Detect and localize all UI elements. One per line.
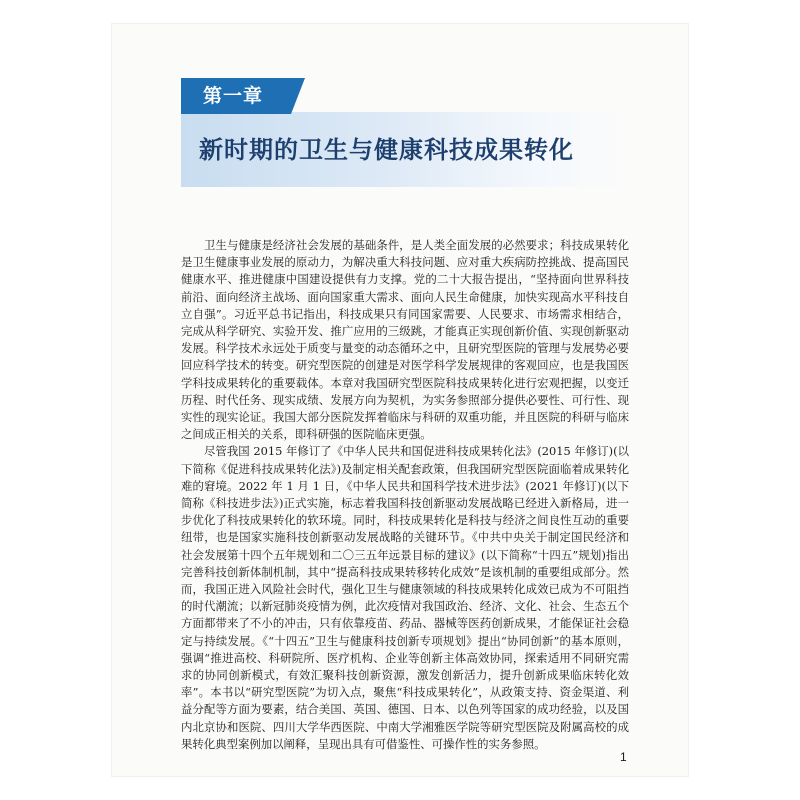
body-text	[181, 237, 629, 753]
paragraph: 卫生与健康是经济社会发展的基础条件，是人类全面发展的必然要求；科技成果转化是卫生健康事业发展的原动力，为解决重大科技问题、应对重大疾病防控挑战、提高国民健康水平、推进健康中国建设提供有力支撑。党的二十大报告提出，“坚持面向世界科技前沿、面向经济主战场、面向国家重大需求、面向人民生命健康，加快实现高水平科技自立自强”。习近平总书记指出，科技成果只有同国家需要、人民要求、市场需求相结合，完成从科学研究、实验开发、推广应用的三级跳，才能真正实现创新价值、实现创新驱动发展。科学技术永远处于质变与量变的动态循环之中，且研究型医院的管理与发展势必要回应科学技术的转变。研究型医院的创建是对医学科学发展规律的客观回应，也是我国医学科技成果转化的重要载体。本章对我国研究型医院科技成果转化进行宏观把握，以变迁历程、时代任务、现实成绩、发展方向为契机，为实务参照部分提供必要性、可行性、现实性的现实论证。我国大部分医院发挥着临床与科研的双重功能，并且医院的科研与临床之间成正相关的关系，即科研强的医院临床更强。	[181, 238, 629, 442]
page-number: 1	[620, 750, 627, 764]
chapter-title: 新时期的卫生与健康科技成果转化	[199, 136, 574, 164]
chapter-label: 第一章	[181, 78, 291, 114]
paragraph: 尽管我国 2015 年修订了《中华人民共和国促进科技成果转化法》(2015 年修订)(以下简称《促进科技成果转化法》)及制定相关配套政策，但我国研究型医院面临着成果转化难的窘境。2022 年 1 月 1 日，《中华人民共和国科学技术进步法》(2021 年修订)(以下简称《科技进步法》)正式实施，标志着我国科技创新驱动发展战略已经进入新格局，进一步优化了科技成果转化的软环境。同时，科技成果转化是科技与经济之间良性互动的重要纽带，也是国家实施科技创新驱动发展战略的关键环节。《中共中央关于制定国民经济和社会发展第十四个五年规划和二〇三五年远景目标的建议》(以下简称“十四五”规划)指出完善科技创新体制机制，其中“提高科技成果转移转化成效”是该机制的重要组成部分。然而，我国正进入风险社会时代，强化卫生与健康领域的科技成果转化成效已成为不可阻挡的时代潮流；以新冠肺炎疫情为例，此次疫情对我国政治、经济、文化、社会、生态五个方面都带来了不小的冲击，只有依靠疫苗、药品、器械等医药创新成果，才能保证社会稳定与持续发展。《“十四五”卫生与健康科技创新专项规划》提出“协同创新”的基本原则，强调“推进高校、科研院所、医疗机构、企业等创新主体高效协同，探索适用不同研究需求的协同创新模式，有效汇聚科技创新资源，激发创新活力，提升创新成果临床转化效率”。本书以“研究型医院”为切入点，聚焦“科技成果转化”，从政策支持、资金渠道、利益分配等方面为要素，结合美国、英国、德国、日本、以色列等国家的成功经验，以及国内北京协和医院、四川大学华西医院、中南大学湘雅医学院等研究型医院及附属高校的成果转化典型案例加以阐释，呈现出具有可借鉴性、可操作性的实务参照。	[181, 444, 629, 751]
